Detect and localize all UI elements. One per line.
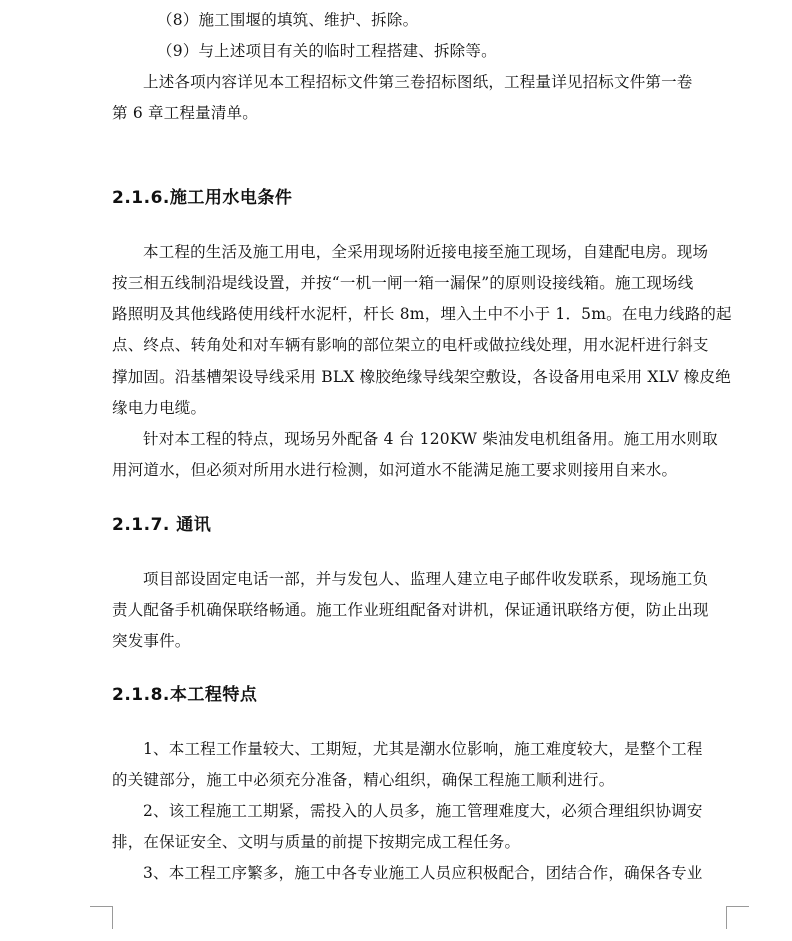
section-heading-2-1-8: 2.1.8.本工程特点: [112, 685, 258, 705]
page-corner-mark-right: [726, 906, 749, 929]
paragraph-line: 项目部设固定电话一部，并与发包人、监理人建立电子邮件收发联系，现场施工负: [143, 570, 709, 588]
paragraph-line: 点、终点、转角处和对车辆有影响的部位架立的电杆或做拉线处理，用水泥杆进行斜支: [112, 336, 709, 354]
list-item-8: （8）施工围堰的填筑、维护、拆除。: [157, 11, 419, 29]
page-corner-mark-left: [90, 906, 113, 929]
intro-paragraph-line: 上述各项内容详见本工程招标文件第三卷招标图纸，工程量详见招标文件第一卷: [143, 73, 693, 91]
paragraph-line: 突发事件。: [112, 632, 191, 650]
list-item-9: （9）与上述项目有关的临时工程搭建、拆除等。: [157, 42, 497, 60]
paragraph-line: 路照明及其他线路使用线杆水泥杆，杆长 8m，埋入土中不小于 1．5m。在电力线路的起: [112, 305, 732, 323]
section-heading-2-1-7: 2.1.7. 通讯: [112, 515, 212, 535]
section-heading-2-1-6: 2.1.6.施工用水电条件: [112, 188, 293, 208]
list-item-line: 的关键部分，施工中必须充分准备，精心组织，确保工程施工顺利进行。: [112, 771, 615, 789]
list-item-line: 1、本工程工作量较大、工期短，尤其是潮水位影响，施工难度较大，是整个工程: [143, 740, 703, 758]
paragraph-line: 责人配备手机确保联络畅通。施工作业班组配备对讲机，保证通讯联络方便，防止出现: [112, 601, 709, 619]
paragraph-line: 缘电力电缆。: [112, 399, 207, 417]
list-item-line: 3、本工程工序繁多，施工中各专业施工人员应积极配合，团结合作，确保各专业: [143, 864, 703, 882]
paragraph-line: 针对本工程的特点，现场另外配备 4 台 120KW 柴油发电机组备用。施工用水则取: [143, 430, 718, 448]
paragraph-line: 按三相五线制沿堤线设置，并按“一机一闸一箱一漏保”的原则设接线箱。施工现场线: [112, 274, 694, 292]
paragraph-line: 用河道水，但必须对所用水进行检测，如河道水不能满足施工要求则接用自来水。: [112, 461, 678, 479]
paragraph-line: 本工程的生活及施工用电，全采用现场附近接电接至施工现场，自建配电房。现场: [143, 243, 709, 261]
intro-paragraph-line: 第 6 章工程量清单。: [112, 104, 258, 122]
list-item-line: 排，在保证安全、文明与质量的前提下按期完成工程任务。: [112, 833, 521, 851]
paragraph-line: 撑加固。沿基槽架设导线采用 BLX 橡胶绝缘导线架空敷设，各设备用电采用 XLV 橡皮绝: [112, 368, 731, 386]
list-item-line: 2、该工程施工工期紧，需投入的人员多，施工管理难度大，必须合理组织协调安: [143, 802, 703, 820]
